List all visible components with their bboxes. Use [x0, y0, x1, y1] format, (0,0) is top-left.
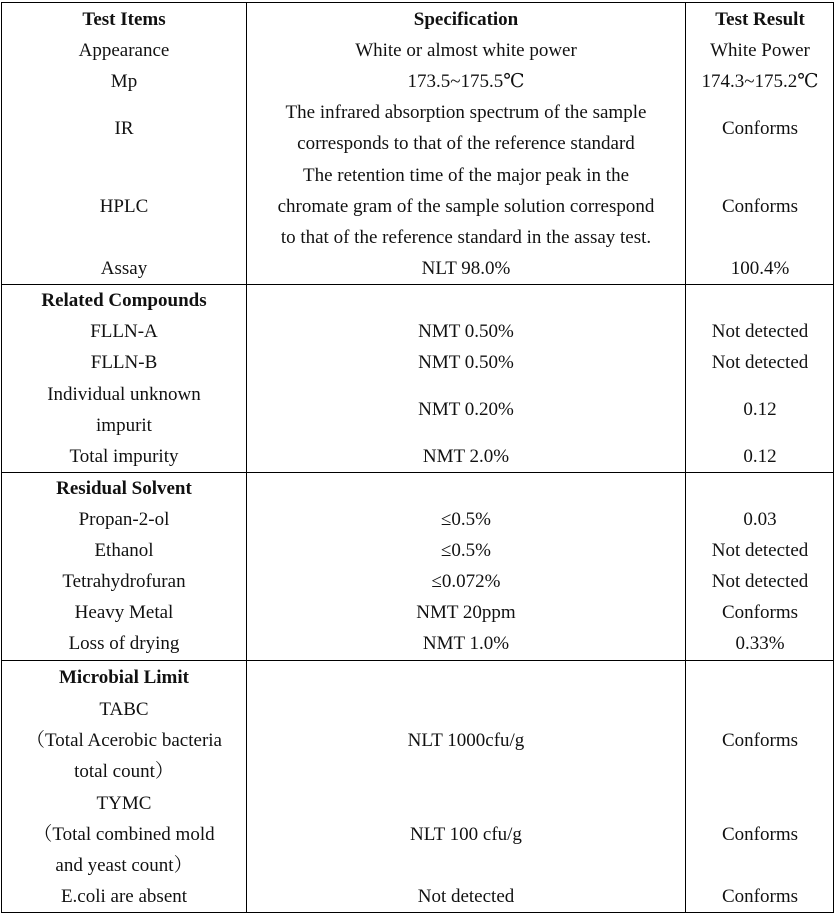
item-tymc — [2, 787, 246, 881]
item-line: total count） — [74, 760, 174, 782]
spec-individual-unknown-impurity: NMT 0.20% — [418, 399, 514, 420]
spec-ir-line: The infrared absorption spectrum of the sample — [285, 102, 647, 123]
result-mp: 174.3~175.2℃ — [701, 71, 819, 92]
item-heavy-metal: Heavy Metal — [74, 602, 174, 623]
header-test-items: Test Items — [82, 9, 166, 30]
spec-loss-of-drying: NMT 1.0% — [422, 633, 510, 654]
section-title-related-compounds: Related Compounds — [41, 290, 207, 311]
result-ethanol: Not detected — [711, 540, 809, 561]
item-mp: Mp — [110, 71, 138, 92]
spec-mp: 173.5~175.5℃ — [407, 71, 525, 92]
item-line: （Total combined mold — [33, 823, 215, 845]
section-divider — [1, 660, 834, 661]
spec-hplc-line: The retention time of the major peak in the — [302, 164, 630, 186]
section-title-microbial-limit: Microbial Limit — [59, 667, 189, 688]
result-ecoli: Conforms — [722, 886, 798, 907]
spec-hplc-line: to that of the reference standard in the assay test. — [280, 226, 652, 248]
spec-hplc-line: chromate gram of the sample solution correspond — [277, 195, 655, 217]
spec-total-impurity: NMT 2.0% — [422, 446, 510, 467]
spec-propan-2-ol: ≤0.5% — [440, 509, 491, 530]
item-line: and yeast count） — [55, 854, 193, 876]
item-line: TABC — [99, 698, 149, 720]
header-specification: Specification — [413, 9, 519, 30]
result-propan-2-ol: 0.03 — [743, 509, 777, 530]
spec-tetrahydrofuran: ≤0.072% — [431, 571, 501, 592]
item-line: （Total Acerobic bacteria — [26, 729, 222, 751]
item-assay: Assay — [100, 258, 148, 279]
spec-ir — [247, 97, 685, 159]
result-flln-b: Not detected — [711, 352, 809, 373]
spec-assay: NLT 98.0% — [421, 258, 511, 279]
item-line: impurit — [96, 414, 152, 436]
result-appearance: White Power — [710, 40, 810, 61]
spec-hplc — [247, 159, 685, 253]
item-loss-of-drying: Loss of drying — [68, 633, 180, 654]
item-individual-unknown-impurity — [2, 378, 246, 441]
result-individual-unknown-impurity: 0.12 — [743, 399, 777, 420]
item-line: TYMC — [96, 792, 152, 814]
spec-ecoli: Not detected — [417, 886, 515, 907]
result-ir: Conforms — [722, 117, 798, 139]
item-flln-b: FLLN-B — [90, 352, 158, 373]
result-heavy-metal: Conforms — [722, 602, 798, 623]
result-tymc: Conforms — [722, 823, 798, 845]
result-assay: 100.4% — [730, 258, 790, 279]
item-flln-a: FLLN-A — [90, 321, 158, 342]
item-hplc: HPLC — [99, 195, 149, 217]
result-tabc: Conforms — [722, 729, 798, 751]
result-total-impurity: 0.12 — [743, 446, 777, 467]
spec-heavy-metal: NMT 20ppm — [416, 602, 516, 623]
result-loss-of-drying: 0.33% — [735, 633, 785, 654]
header-test-result: Test Result — [715, 9, 805, 30]
item-ecoli: E.coli are absent — [60, 886, 188, 907]
spec-flln-a: NMT 0.50% — [418, 321, 514, 342]
spec-flln-b: NMT 0.50% — [418, 352, 514, 373]
item-tetrahydrofuran: Tetrahydrofuran — [62, 571, 186, 592]
result-hplc: Conforms — [722, 195, 798, 217]
item-ir: IR — [114, 117, 134, 139]
spec-ethanol: ≤0.5% — [440, 540, 491, 561]
section-title-residual-solvent: Residual Solvent — [56, 478, 192, 499]
item-tabc — [2, 693, 246, 787]
item-appearance: Appearance — [78, 40, 170, 61]
spec-tymc: NLT 100 cfu/g — [410, 823, 522, 845]
item-line: Individual unknown — [47, 383, 201, 405]
result-tetrahydrofuran: Not detected — [711, 571, 809, 592]
result-flln-a: Not detected — [711, 321, 809, 342]
item-propan-2-ol: Propan-2-ol — [78, 509, 170, 530]
spec-tabc: NLT 1000cfu/g — [407, 729, 525, 751]
spec-appearance: White or almost white power — [355, 40, 577, 61]
item-ethanol: Ethanol — [94, 540, 154, 561]
item-total-impurity: Total impurity — [69, 446, 179, 467]
spec-ir-line: corresponds to that of the reference standard — [297, 133, 635, 154]
